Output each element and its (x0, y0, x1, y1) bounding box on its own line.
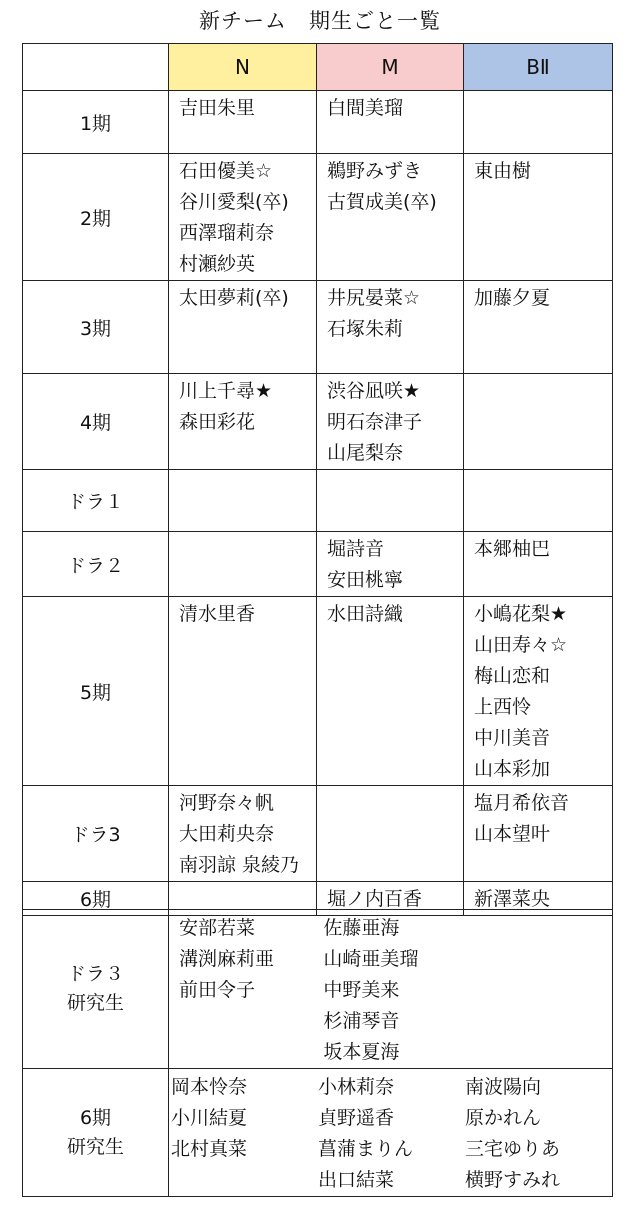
header-team-b2: BⅡ (464, 44, 613, 91)
member-name: 山田寿々☆ (474, 634, 568, 656)
trainee-name: 出口結菜 (318, 1169, 395, 1191)
member-name: 白間美瑠 (327, 97, 404, 119)
member-cell-b (464, 786, 613, 882)
member-name: 新澤菜央 (474, 888, 551, 910)
trainee-label-line: 研究生 (66, 1135, 124, 1158)
member-name: 水田詩織 (327, 603, 404, 625)
member-name: 塩月希依音 (474, 792, 570, 814)
member-cell-n (169, 597, 317, 786)
member-cell-m (317, 281, 464, 374)
member-list (317, 532, 463, 596)
member-name: 河野奈々帆 (179, 792, 275, 814)
generation-row (23, 374, 613, 470)
member-cell-m (317, 597, 464, 786)
generation-row (23, 470, 613, 532)
generation-label: 2期 (23, 154, 169, 281)
trainee-name: 坂本夏海 (323, 1041, 400, 1063)
member-name: 加藤夕夏 (474, 287, 551, 309)
trainee-name: 南波陽向 (465, 1076, 542, 1098)
member-cell-m (317, 532, 464, 597)
member-list (169, 786, 316, 881)
member-cell-n (169, 91, 317, 154)
page-title (0, 4, 640, 38)
trainee-name: 小川結夏 (171, 1107, 248, 1129)
member-cell-b (464, 532, 613, 597)
member-list (169, 470, 316, 472)
member-list (464, 470, 612, 472)
trainee-label-line: 研究生 (66, 992, 124, 1014)
member-name: 山本望叶 (474, 823, 551, 845)
member-name: 堀ノ内百香 (327, 888, 423, 910)
trainee-name: 前田令子 (179, 979, 256, 1001)
member-name: 石塚朱莉 (327, 318, 404, 340)
header-row (23, 44, 613, 91)
member-name: 明石奈津子 (327, 411, 423, 433)
member-cell-n (169, 532, 317, 597)
trainee-row (23, 1069, 613, 1197)
generation-label: 5期 (23, 597, 169, 786)
member-list (317, 470, 463, 472)
member-list (464, 374, 612, 376)
trainee-column (468, 910, 612, 1068)
title-right: 期生ごと一覧 (309, 9, 441, 33)
generation-label: ドラ１ (23, 470, 169, 532)
trainee-column (179, 910, 323, 1068)
generation-row (23, 91, 613, 154)
member-list (317, 281, 463, 345)
member-cell-b (464, 91, 613, 154)
generation-row (23, 154, 613, 281)
member-name: 吉田朱里 (179, 97, 256, 119)
member-name: 井尻晏菜☆ (327, 287, 421, 309)
member-name: 石田優美☆ (179, 160, 273, 182)
member-name: 南羽諒 泉綾乃 (179, 854, 300, 876)
member-cell-m (317, 374, 464, 470)
trainee-table (22, 909, 613, 1197)
member-name: 上西怜 (474, 696, 532, 718)
header-team-n: N (169, 44, 317, 91)
member-name: 梅山恋和 (474, 665, 551, 687)
trainee-name: 横野すみれ (465, 1169, 561, 1191)
member-cell-b (464, 597, 613, 786)
member-name: 安田桃寧 (327, 569, 404, 591)
trainee-column (323, 910, 467, 1068)
member-list (464, 597, 612, 785)
generation-label: 3期 (23, 281, 169, 374)
trainee-name: 小林莉奈 (318, 1076, 395, 1098)
member-name: 中川美音 (474, 727, 551, 749)
member-name: 本郷柚巴 (474, 538, 551, 560)
trainee-name: 原かれん (465, 1107, 542, 1129)
member-name: 大田莉央奈 (179, 823, 275, 845)
member-list (464, 154, 612, 187)
trainee-columns (169, 1069, 612, 1196)
member-list (169, 281, 316, 314)
member-cell-m (317, 470, 464, 532)
member-name: 森田彩花 (179, 411, 256, 433)
title-left: 新チーム (199, 9, 287, 33)
member-name: 山尾梨奈 (327, 442, 404, 464)
member-name: 小嶋花梨★ (474, 603, 568, 625)
trainee-name: 菖蒲まりん (318, 1138, 414, 1160)
trainee-name: 溝渕麻莉亜 (179, 948, 275, 970)
member-name: 山本彩加 (474, 758, 551, 780)
trainee-label-line: ドラ３ (66, 963, 124, 985)
member-list (464, 532, 612, 565)
member-list (169, 597, 316, 630)
member-cell-n (169, 470, 317, 532)
member-name: 鵜野みずき (327, 160, 423, 182)
member-name: 東由樹 (474, 160, 532, 182)
member-cell-b (464, 374, 613, 470)
trainee-name: 山崎亜美瑠 (323, 948, 419, 970)
member-name: 西澤瑠莉奈 (179, 222, 275, 244)
member-cell-b (464, 281, 613, 374)
header-blank-cell (23, 44, 169, 91)
member-name: 谷川愛梨(卒) (179, 191, 289, 213)
trainee-label (23, 1069, 169, 1197)
member-list (464, 281, 612, 314)
member-name: 渋谷凪咲★ (327, 380, 421, 402)
member-list (317, 374, 463, 469)
generation-label: ドラ２ (23, 532, 169, 597)
trainee-column (465, 1069, 612, 1196)
member-cell-n (169, 154, 317, 281)
trainee-names-cell (169, 1069, 613, 1197)
member-list (317, 786, 463, 788)
generation-row (23, 281, 613, 374)
trainee-row (23, 910, 613, 1069)
member-list (317, 597, 463, 630)
generation-row (23, 597, 613, 786)
member-list (169, 374, 316, 438)
member-list (317, 91, 463, 124)
generation-row (23, 786, 613, 882)
trainee-names-cell (169, 910, 613, 1069)
member-list (169, 882, 316, 884)
generation-row (23, 532, 613, 597)
trainee-columns (169, 910, 612, 1068)
member-name: 堀詩音 (327, 538, 385, 560)
trainee-name: 中野美来 (323, 979, 400, 1001)
trainee-name: 杉浦琴音 (323, 1010, 400, 1032)
member-name: 清水里香 (179, 603, 256, 625)
trainee-name: 貞野遥香 (318, 1107, 395, 1129)
member-list (169, 154, 316, 280)
member-cell-n (169, 281, 317, 374)
trainee-column (318, 1069, 465, 1196)
trainee-label-line: 6期 (79, 1106, 112, 1129)
member-list (464, 91, 612, 93)
trainee-name: 北村真菜 (171, 1138, 248, 1160)
trainee-name: 安部若菜 (179, 917, 256, 939)
member-list (169, 532, 316, 534)
generation-table (22, 43, 613, 916)
generation-label: 6期 (23, 882, 169, 916)
member-cell-b (464, 470, 613, 532)
member-list (464, 786, 612, 850)
member-cell-n (169, 374, 317, 470)
member-list (317, 154, 463, 218)
generation-label: 1期 (23, 91, 169, 154)
generation-label: 4期 (23, 374, 169, 470)
generation-label: ドラ3 (23, 786, 169, 882)
member-cell-m (317, 91, 464, 154)
trainee-name: 三宅ゆりあ (465, 1138, 561, 1160)
member-cell-m (317, 786, 464, 882)
trainee-name: 岡本怜奈 (171, 1076, 248, 1098)
trainee-name: 佐藤亜海 (323, 917, 400, 939)
member-cell-n (169, 786, 317, 882)
member-cell-m (317, 154, 464, 281)
member-cell-b (464, 154, 613, 281)
trainee-label (23, 910, 169, 1069)
member-name: 川上千尋★ (179, 380, 273, 402)
header-team-m: M (317, 44, 464, 91)
member-name: 太田夢莉(卒) (179, 287, 289, 309)
member-name: 古賀成美(卒) (327, 191, 437, 213)
member-name: 村瀬紗英 (179, 253, 256, 275)
member-list (169, 91, 316, 124)
trainee-column (171, 1069, 318, 1196)
